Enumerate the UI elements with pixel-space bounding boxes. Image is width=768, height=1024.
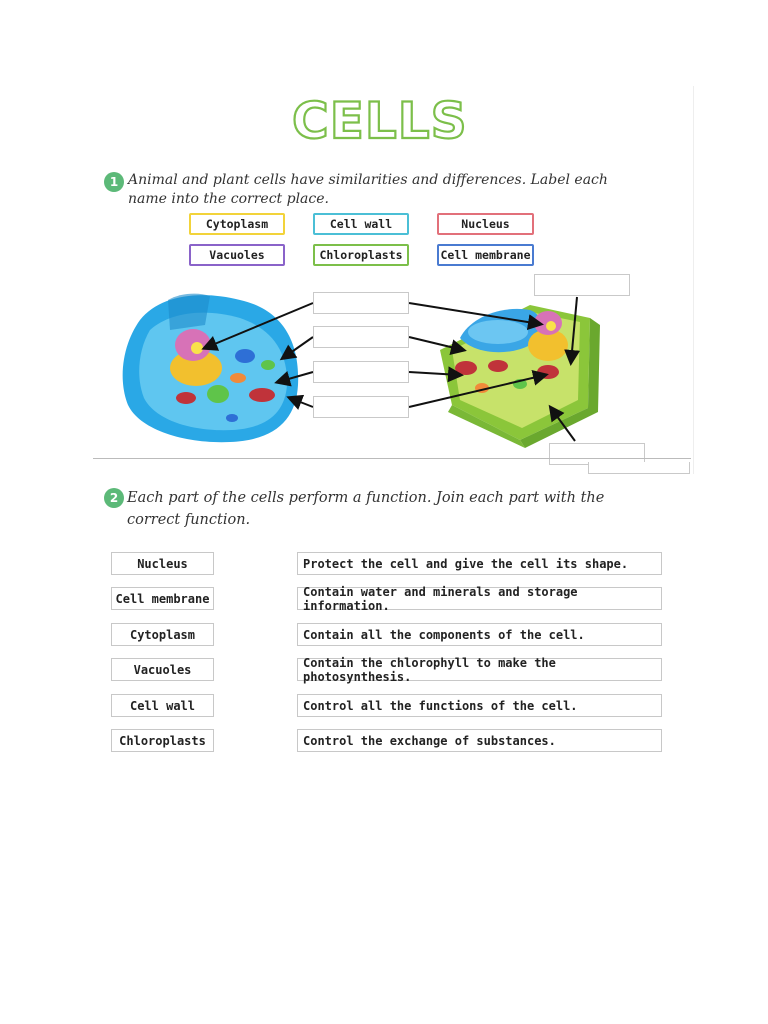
section-divider bbox=[93, 458, 691, 459]
part-box-nucleus[interactable]: Nucleus bbox=[111, 552, 214, 575]
word-nucleus[interactable]: Nucleus bbox=[437, 213, 534, 235]
label-drop-zone[interactable] bbox=[313, 326, 409, 348]
section-2-instruction bbox=[127, 487, 687, 531]
section-1-number: 1 bbox=[104, 172, 124, 192]
word-cytoplasm[interactable]: Cytoplasm bbox=[189, 213, 285, 235]
word-chloroplasts[interactable]: Chloroplasts bbox=[313, 244, 409, 266]
function-box-3[interactable]: Contain all the components of the cell. bbox=[297, 623, 662, 646]
plant-cell-illustration bbox=[440, 305, 600, 448]
word-vacuoles[interactable]: Vacuoles bbox=[189, 244, 285, 266]
label-drop-zone[interactable] bbox=[534, 274, 630, 296]
function-box-5[interactable]: Control all the functions of the cell. bbox=[297, 694, 662, 717]
part-box-cytoplasm[interactable]: Cytoplasm bbox=[111, 623, 214, 646]
function-box-4[interactable]: Contain the chlorophyll to make the photosynthesis. bbox=[297, 658, 662, 681]
part-box-cell-wall[interactable]: Cell wall bbox=[111, 694, 214, 717]
function-box-1[interactable]: Protect the cell and give the cell its shape. bbox=[297, 552, 662, 575]
function-box-2[interactable]: Contain water and minerals and storage information. bbox=[297, 587, 662, 610]
function-box-6[interactable]: Control the exchange of substances. bbox=[297, 729, 662, 752]
label-drop-zone[interactable] bbox=[588, 462, 690, 474]
word-cell-wall[interactable]: Cell wall bbox=[313, 213, 409, 235]
label-drop-zone[interactable] bbox=[313, 361, 409, 383]
word-cell-membrane[interactable]: Cell membrane bbox=[437, 244, 534, 266]
part-box-cell-membrane[interactable]: Cell membrane bbox=[111, 587, 214, 610]
animal-cell-illustration bbox=[123, 294, 299, 443]
label-drop-zone[interactable] bbox=[313, 396, 409, 418]
page-title-text: CELLS bbox=[292, 92, 468, 150]
section-2-instruction-line-2: correct function. bbox=[127, 512, 251, 528]
section-1-instruction-line-2: name into the correct place. bbox=[128, 191, 329, 207]
label-drop-zone[interactable] bbox=[313, 292, 409, 314]
section-2-instruction-line-1: Each part of the cells perform a function. Join each part with the bbox=[127, 490, 605, 506]
part-box-vacuoles[interactable]: Vacuoles bbox=[111, 658, 214, 681]
part-box-chloroplasts[interactable]: Chloroplasts bbox=[111, 729, 214, 752]
section-1-instruction-line-1: Animal and plant cells have similarities and differences. Label each bbox=[128, 172, 608, 188]
section-2-number: 2 bbox=[104, 488, 124, 508]
